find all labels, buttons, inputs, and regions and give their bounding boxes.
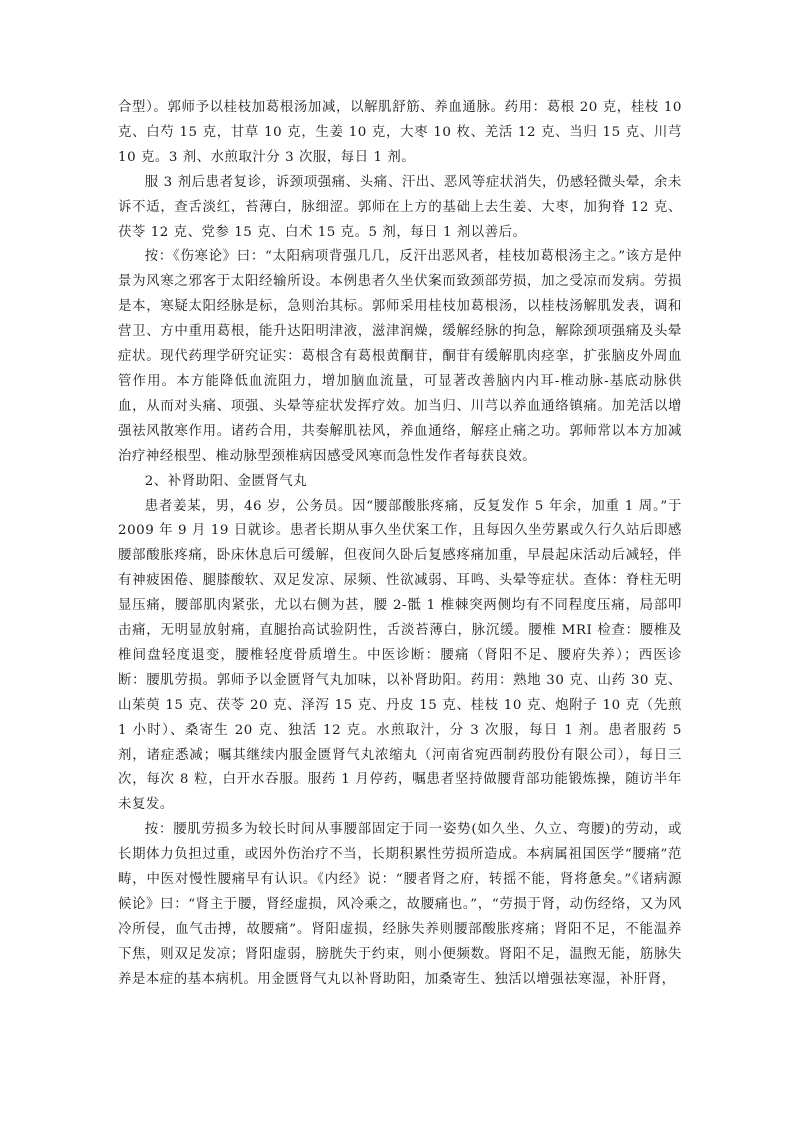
paragraph-follow-up-visit: 服 3 剂后患者复诊，诉颈项强痛、头痛、汗出、恶风等症状消失，仍感轻微头晕，余未诉不适，查舌淡红，苔薄白，脉细涩。郭师在上方的基础上去生姜、大枣，加狗脊 12 克、茯苓 12 克、党参 15 克、白术 15 克。5 剂，每日 1 剂以善后。: [118, 174, 682, 240]
paragraph-formula-continuation: 合型）。郭师予以桂枝加葛根汤加减，以解肌舒筋、养血通脉。药用：葛根 20 克，桂枝 10 克、白芍 15 克，甘草 10 克，生姜 10 克，大枣 10 枚、羌活 12 克、当归 15 克、川芎 10 克。3 剂、水煎取汁分 3 次服，每日 1 剂。: [118, 100, 682, 165]
paragraph-case-2: 患者姜某，男，46 岁，公务员。因“腰部酸胀疼痛，反复发作 5 年余，加重 1 周。”于 2009 年 9 月 19 日就诊。患者长期从事久坐伏案工作，且每因久坐劳累或久行久站后即感腰部酸胀疼痛，卧床休息后可缓解，但夜间久卧后复感疼痛加重，早晨起床活动后减轻，伴有神疲困倦、腿膝酸软、双足发凉、尿频、性欲减弱、耳鸣、头晕等症状。查体：脊柱无明显压痛，腰部肌肉紧张，尤以右侧为甚，腰 2-骶 1 椎棘突两侧均有不同程度压痛，局部叩击痛，无明显放射痛，直腿抬高试验阴性，舌淡苔薄白，脉沉缓。腰椎 MRI 检查：腰椎及椎间盘轻度退变，腰椎轻度骨质增生。中医诊断：腰痛（肾阳不足、腰府失养）；西医诊断：腰肌劳损。郭师予以金匮肾气丸加味，以补肾助阳。药用：熟地 30 克、山药 30 克、山茱萸 15 克、茯苓 20 克、泽泻 15 克、丹皮 15 克、桂枝 10 克、炮附子 10 克（先煎 1 小时）、桑寄生 20 克、独活 12 克。水煎取汁，分 3 次服，每日 1 剂。患者服药 5 剂，诸症悉减；嘱其继续内服金匮肾气丸浓缩丸（河南省宛西制药股份有限公司），每日三次，每次 8 粒，白开水吞服。服药 1 月停药，嘱患者坚持做腰背部功能锻炼操，随访半年未复发。: [118, 498, 682, 813]
paragraph-commentary-2: 按：腰肌劳损多为较长时间从事腰部固定于同一姿势(如久坐、久立、弯腰)的劳动，或长期体力负担过重，或因外伤治疗不当，长期积累性劳损所造成。本病属祖国医学“腰痛”范畴，中医对慢性腰痛早有认识。《内经》说：“腰者肾之府，转摇不能，肾将惫矣。”《诸病源候论》曰：“肾主于腰，肾经虚损，风冷乘之，故腰痛也。”，“劳损于肾，动伤经络，又为风冷所侵，血气击搏，故腰痛”。肾阳虚损，经脉失养则腰部酸胀疼痛；肾阳不足，不能温养下焦，则双足发凉；肾阳虚弱，膀胱失于约束，则小便频数。肾阳不足，温煦无能，筋脉失养是本症的基本病机。用金匮肾气丸以补肾助阳，加桑寄生、独活以增强祛寒湿，补肝肾，: [118, 822, 682, 987]
paragraph-commentary-1: 按：《伤寒论》曰：“太阳病项背强几几，反汗出恶风者，桂枝加葛根汤主之。”该方是仲景为风寒之邪客于太阳经输所设。本例患者久坐伏案而致颈部劳损，加之受凉而发病。劳损是本，寒疑太阳经脉是标，急则治其标。郭师采用桂枝加葛根汤，以桂枝汤解肌发表，调和营卫、方中重用葛根，能升达阳明津液，滋津润燥，缓解经脉的拘急，解除颈项强痛及头晕症状。现代药理学研究证实：葛根含有葛根黄酮苷，酮苷有缓解肌肉痉挛，扩张脑皮外周血管作用。本方能降低血流阻力，增加脑血流量，可显著改善脑内内耳-椎动脉-基底动脉供血，从而对头痛、项强、头晕等症状发挥疗效。加当归、川芎以养血通络镇痛。加羌活以增强祛风散寒作用。诸药合用，共奏解肌祛风，养血通络，解痉止痛之功。郭师常以本方加减治疗神经根型、椎动脉型颈椎病因感受风寒而急性发作者每获良效。: [118, 249, 682, 464]
section-heading-2: 2、补肾助阳、金匮肾气丸: [144, 473, 308, 489]
document-body: [118, 96, 682, 993]
